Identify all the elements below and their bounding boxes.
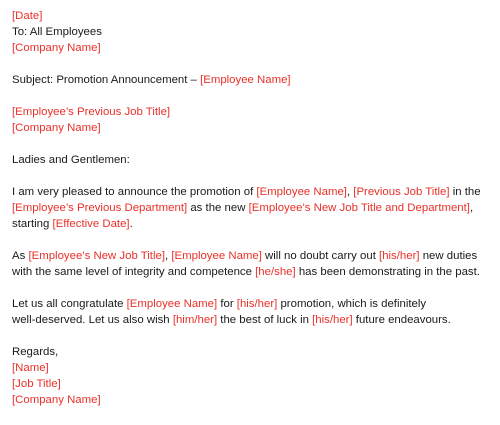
paragraph-announcement <box>12 184 494 232</box>
p1-text: starting <box>12 218 53 230</box>
company-name-placeholder: [Company Name] <box>12 122 101 134</box>
p1-text: . <box>129 218 133 230</box>
p3-employee-name: [Employee Name] <box>126 298 218 310</box>
letter-document <box>12 8 494 408</box>
p1-new-title-department: [Employee’s New Job Title and Department] <box>248 202 470 214</box>
p3-text: Let us all congratulate <box>12 298 127 310</box>
p2-new-job-title: [Employee’s New Job Title] <box>28 250 166 262</box>
p1-employee-name: [Employee Name] <box>256 186 347 198</box>
subject-prefix: Subject: Promotion Announcement – <box>12 74 201 86</box>
p2-text: , <box>165 250 172 262</box>
paragraph-duties <box>12 248 494 280</box>
p2-employee-name: [Employee Name] <box>171 250 262 262</box>
subject-line <box>12 72 494 88</box>
p1-effective-date: [Effective Date] <box>52 218 130 230</box>
previous-job-title-placeholder: [Employee’s Previous Job Title] <box>12 106 171 118</box>
p1-text: I am very pleased to announce the promotion of <box>12 186 257 198</box>
p3-text: the best of luck in <box>217 314 313 326</box>
paragraph-congratulations <box>12 296 494 328</box>
p2-text: will no doubt carry out <box>261 250 380 262</box>
p3-text: well-deserved. Let us also wish <box>12 314 173 326</box>
signature-company-name: [Company Name] <box>12 394 101 406</box>
p1-text: , <box>346 186 354 198</box>
p1-text: in the <box>449 186 481 198</box>
closing: Regards, <box>12 346 59 358</box>
p2-pronoun-his-her: [his/her] <box>379 250 420 262</box>
p2-pronoun-he-she: [he/she] <box>255 266 296 278</box>
p3-pronoun-his-her: [his/her] <box>236 298 278 310</box>
signature-job-title: [Job Title] <box>12 378 61 390</box>
p2-text: new duties <box>419 250 478 262</box>
recipient-line: To: All Employees <box>12 26 102 38</box>
p2-text: with the same level of integrity and competence <box>12 266 256 278</box>
p3-text: future endeavours. <box>352 314 451 326</box>
p1-text: as the new <box>187 202 249 214</box>
p3-text: promotion, which is definitely <box>277 298 427 310</box>
subject-employee-placeholder: [Employee Name] <box>200 74 291 86</box>
p1-previous-job-title: [Previous Job Title] <box>353 186 450 198</box>
p2-text: has been demonstrating in the past. <box>295 266 480 278</box>
p3-text: for <box>217 298 237 310</box>
p3-pronoun-his-her-2: [his/her] <box>312 314 353 326</box>
date-placeholder: [Date] <box>12 10 43 22</box>
company-name-header: [Company Name] <box>12 42 101 54</box>
p1-previous-department: [Employee’s Previous Department] <box>12 202 188 214</box>
p2-text: As <box>12 250 29 262</box>
p3-pronoun-him-her: [him/her] <box>172 314 218 326</box>
signature-name: [Name] <box>12 362 49 374</box>
p1-text: , <box>469 202 474 214</box>
salutation: Ladies and Gentlemen: <box>12 154 130 166</box>
